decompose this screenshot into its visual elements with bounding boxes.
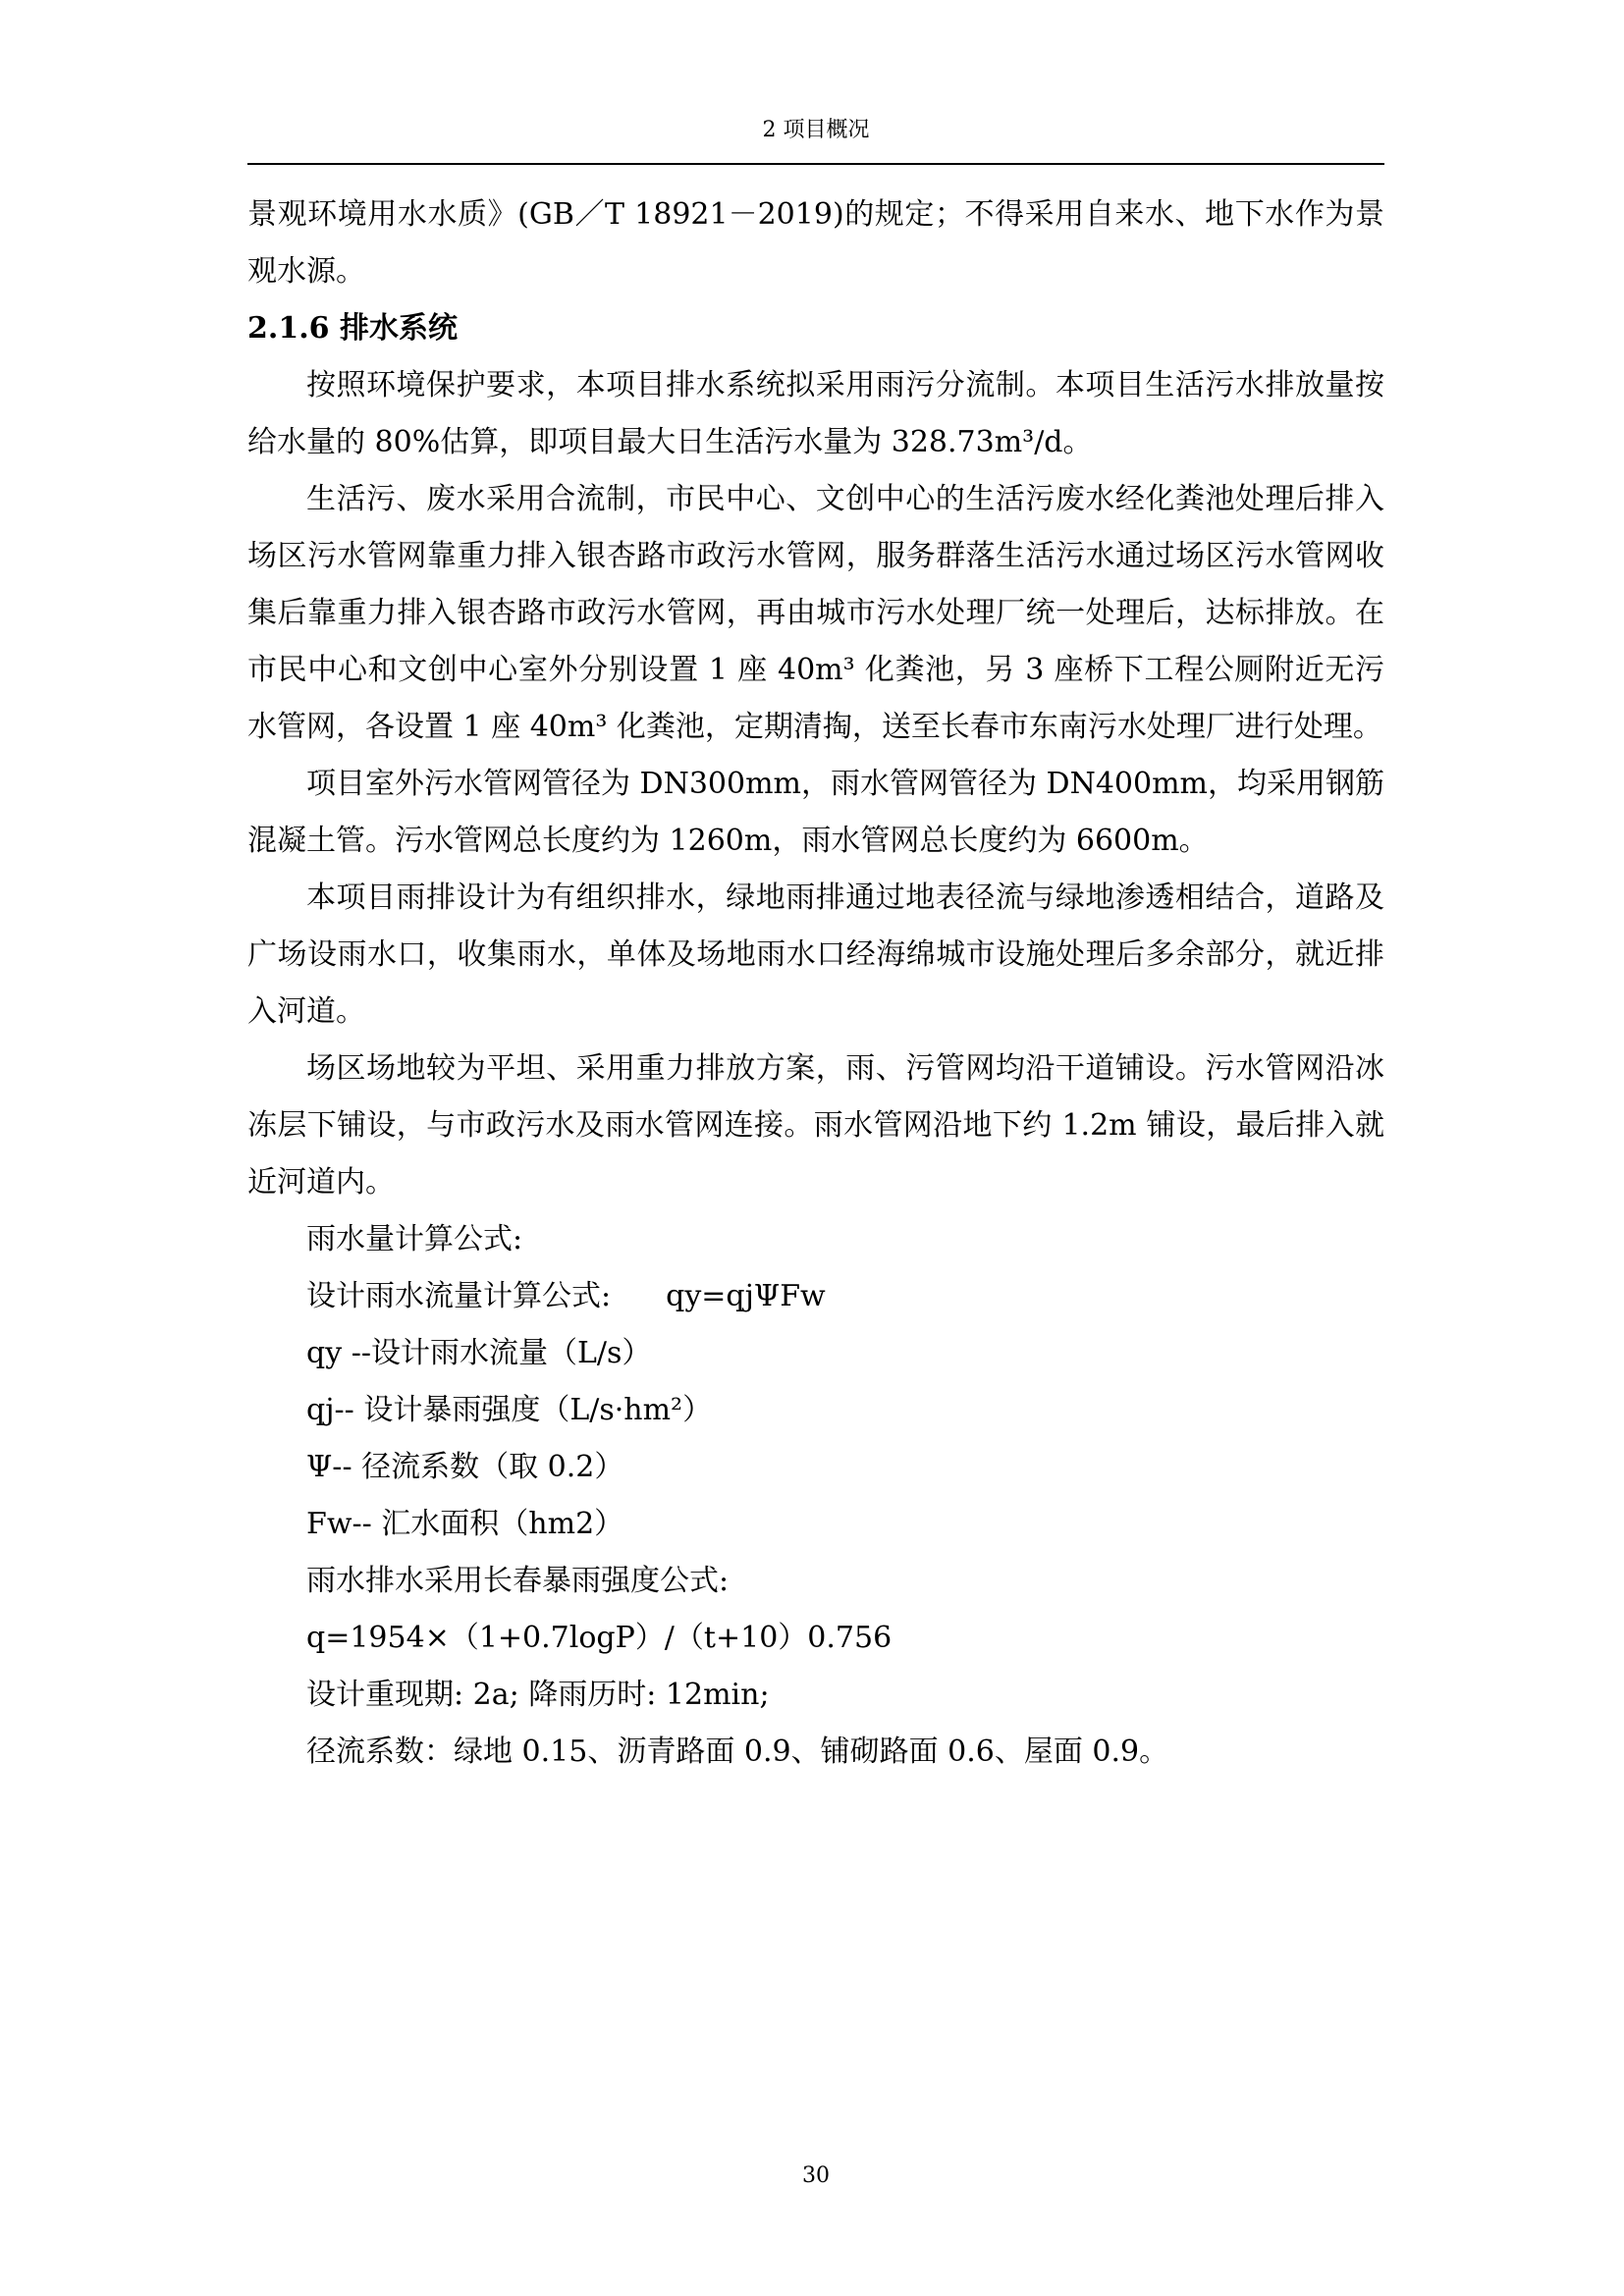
body-paragraph-5: 场区场地较为平坦、采用重力排放方案，雨、污管网均沿干道铺设。污水管网沿冰冻层下铺设，与市政污水及雨水管网连接。雨水管网沿地下约 1.2m 铺设，最后排入就近河道内。 xyxy=(247,1051,1384,1200)
design-formula-line xyxy=(247,1268,1384,1325)
design-formula-label: 设计雨水流量计算公式: xyxy=(306,1279,612,1313)
running-header: 2 项目概况 xyxy=(762,118,870,142)
continuation-paragraph: 景观环境用水水质》(GB／T 18921－2019)的规定；不得采用自来水、地下水作为景观水源。 xyxy=(247,197,1384,289)
header-rule xyxy=(247,163,1384,165)
psi-definition: Ψ-- 径流系数（取 0.2） xyxy=(306,1450,624,1484)
runoff-coefficients-line: 径流系数：绿地 0.15、沥青路面 0.9、铺砌路面 0.6、屋面 0.9。 xyxy=(306,1735,1169,1769)
fw-definition: Fw-- 汇水面积（hm2） xyxy=(306,1507,624,1541)
page-body xyxy=(247,187,1384,1781)
design-formula-expression: qy=qjΨFw xyxy=(666,1279,826,1313)
body-paragraph-2: 生活污、废水采用合流制，市民中心、文创中心的生活污废水经化粪池处理后排入场区污水管网靠重力排入银杏路市政污水管网，服务群落生活污水通过场区污水管网收集后靠重力排入银杏路市政污水管网，再由城市污水处理厂统一处理后，达标排放。在市民中心和文创中心室外分别设置 1 座 40m³ 化粪池，另 3 座桥下工程公厕附近无污水管网，各设置 1 座 40m³ 化粪池，定期清掏，送至长春市东南污水处理厂进行处理。 xyxy=(247,482,1384,744)
body-paragraph-4: 本项目雨排设计为有组织排水，绿地雨排通过地表径流与绿地渗透相结合，道路及广场设雨水口，收集雨水，单体及场地雨水口经海绵城市设施处理后多余部分，就近排入河道。 xyxy=(247,881,1384,1029)
intensity-formula-expression: q=1954×（1+0.7logP）/（t+10）0.756 xyxy=(306,1621,893,1655)
body-paragraph-3: 项目室外污水管网管径为 DN300mm，雨水管网管径为 DN400mm，均采用钢筋混凝土管。污水管网总长度约为 1260m，雨水管网总长度约为 6600m。 xyxy=(247,767,1384,858)
body-paragraph-1: 按照环境保护要求，本项目排水系统拟采用雨污分流制。本项目生活污水排放量按给水量的 80%估算，即项目最大日生活污水量为 328.73m³/d。 xyxy=(247,368,1384,459)
page-number: 30 xyxy=(802,2163,830,2188)
qj-definition: qj-- 设计暴雨强度（L/s·hm²） xyxy=(306,1393,713,1427)
design-period-line: 设计重现期: 2a; 降雨历时: 12min; xyxy=(306,1678,770,1712)
qy-definition: qy --设计雨水流量（L/s） xyxy=(306,1336,652,1370)
section-heading: 2.1.6 排水系统 xyxy=(247,311,458,346)
intensity-formula-title: 雨水排水采用长春暴雨强度公式: xyxy=(306,1564,730,1598)
formula-title: 雨水量计算公式: xyxy=(306,1222,523,1256)
